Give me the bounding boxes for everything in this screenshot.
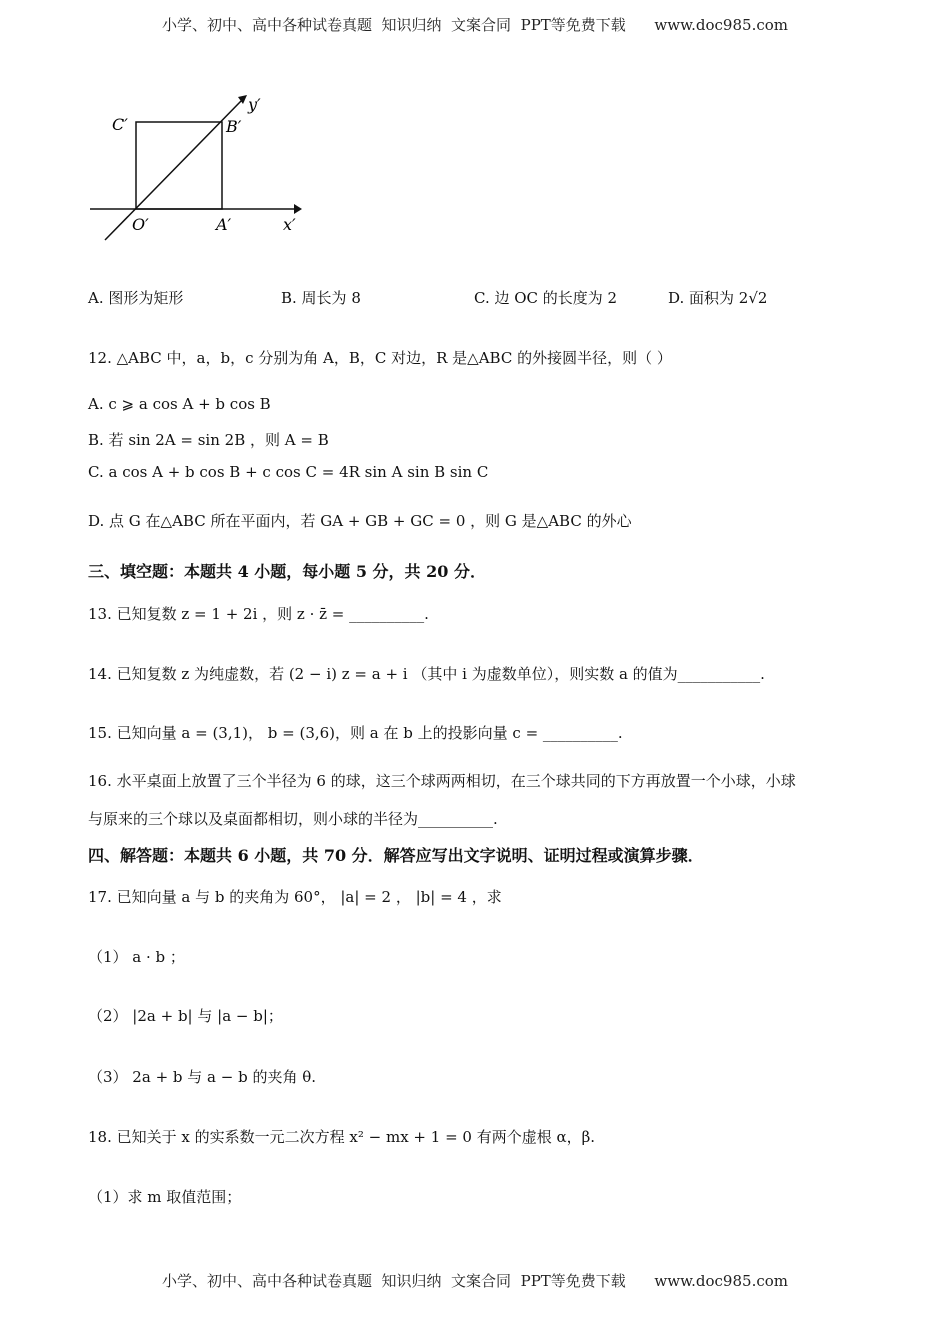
q14: 14. 已知复数 z 为纯虚数，若 (2 − i) z = a + i （其中 i 为虚数单位），则实数 a 的值为___________.: [88, 665, 765, 683]
label-o: O′: [132, 215, 149, 234]
q15: 15. 已知向量 a = (3,1)， b = (3,6)，则 a 在 b 上的投影向量 c = __________.: [88, 724, 623, 742]
q12-option-b: B. 若 sin 2A = sin 2B ，则 A = B: [88, 431, 329, 449]
x-axis-arrow: [294, 204, 302, 214]
q12-stem: 12. △ABC 中，a，b，c 分别为角 A，B，C 对边，R 是△ABC 的外接圆半径，则（ ）: [88, 349, 672, 367]
q16-line-1: 16. 水平桌面上放置了三个半径为 6 的球，这三个球两两相切，在三个球共同的下方再放置一个小球，小球: [88, 772, 796, 790]
label-b: B′: [226, 117, 242, 136]
section-3-heading: 三、填空题：本题共 4 小题，每小题 5 分，共 20 分．: [88, 562, 486, 581]
q17-part-1: （1） a · b ；: [88, 948, 185, 966]
q18-part-1: （1）求 m 取值范围；: [88, 1188, 242, 1206]
q13: 13. 已知复数 z = 1 + 2i ，则 z · z̄ = __________.: [88, 605, 429, 623]
q11-option-d: D. 面积为 2√2: [668, 289, 768, 307]
q12-option-d: D. 点 G 在△ABC 所在平面内，若 GA + GB + GC = 0 ，则 G 是△ABC 的外心: [88, 512, 632, 530]
q17-part-3: （3） 2a + b 与 a − b 的夹角 θ.: [88, 1068, 317, 1086]
label-a: A′: [216, 215, 232, 234]
section-4-heading: 四、解答题：本题共 6 小题，共 70 分．解答应写出文字说明、证明过程或演算步骤．: [88, 846, 704, 865]
q11-option-c: C. 边 OC 的长度为 2: [474, 289, 618, 307]
page-footer: 小学、初中、高中各种试卷真题 知识归纳 文案合同 PPT等免费下载 www.doc985.com: [161, 1272, 788, 1290]
q16-line-2: 与原来的三个球以及桌面都相切，则小球的半径为__________.: [88, 810, 498, 828]
q12-option-a: A. c ⩾ a cos A + b cos B: [88, 395, 271, 413]
oblique-square-figure: [80, 90, 340, 250]
q17-stem: 17. 已知向量 a 与 b 的夹角为 60°， |a| = 2 ， |b| = 4 ，求: [88, 888, 502, 906]
label-x: x′: [283, 215, 296, 234]
q12-option-c: C. a cos A + b cos B + c cos C = 4R sin A sin B sin C: [88, 463, 489, 481]
label-y: y′: [248, 95, 261, 114]
label-c: C′: [112, 115, 128, 134]
q17-part-2: （2） |2a + b| 与 |a − b|；: [88, 1007, 283, 1025]
q18-stem: 18. 已知关于 x 的实系数一元二次方程 x² − mx + 1 = 0 有两个虚根 α，β.: [88, 1128, 596, 1146]
page-header: 小学、初中、高中各种试卷真题 知识归纳 文案合同 PPT等免费下载 www.doc985.com: [161, 16, 788, 34]
q11-option-b: B. 周长为 8: [281, 289, 361, 307]
q11-option-a: A. 图形为矩形: [88, 289, 184, 307]
